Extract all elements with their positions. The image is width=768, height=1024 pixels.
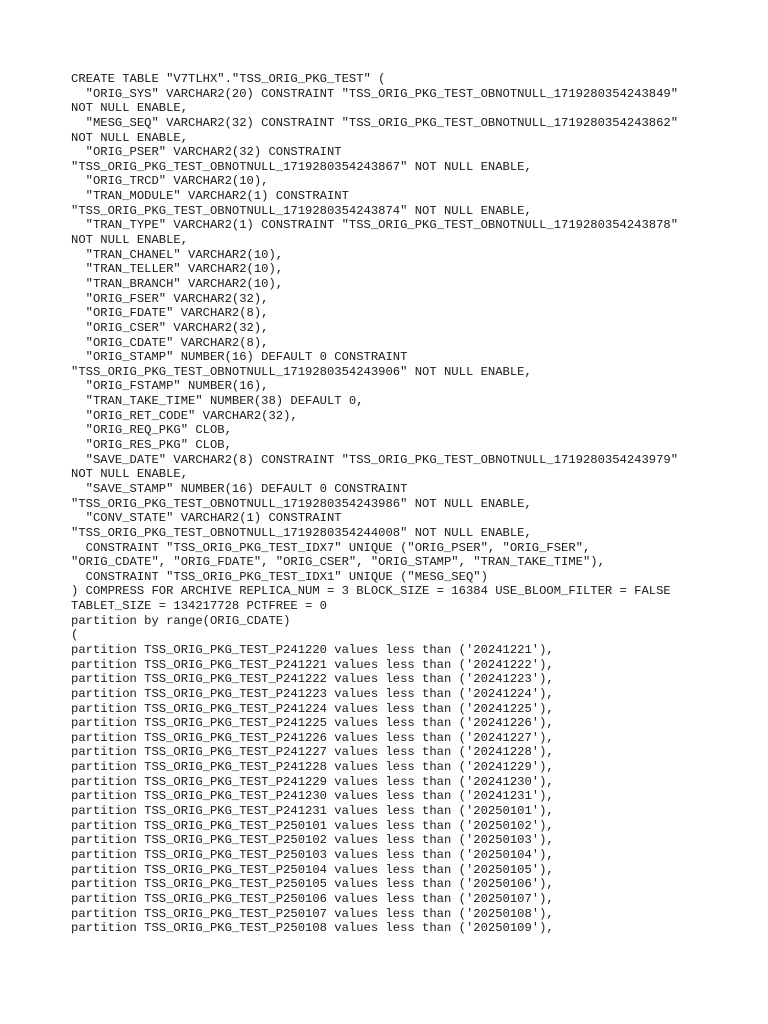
code-line: "ORIG_CDATE" VARCHAR2(8), bbox=[71, 335, 269, 350]
code-line: NOT NULL ENABLE, bbox=[71, 101, 189, 116]
code-line: partition TSS_ORIG_PKG_TEST_P250108 values less than ('20250109'), bbox=[71, 921, 554, 936]
code-line: "ORIG_REQ_PKG" CLOB, bbox=[71, 423, 232, 438]
code-line: partition TSS_ORIG_PKG_TEST_P250101 values less than ('20250102'), bbox=[71, 818, 554, 833]
code-line: partition TSS_ORIG_PKG_TEST_P241221 values less than ('20241222'), bbox=[71, 657, 554, 672]
code-line: partition TSS_ORIG_PKG_TEST_P250107 values less than ('20250108'), bbox=[71, 906, 554, 921]
code-line: partition TSS_ORIG_PKG_TEST_P241228 values less than ('20241229'), bbox=[71, 760, 554, 775]
code-line: "TSS_ORIG_PKG_TEST_OBNOTNULL_1719280354243986" NOT NULL ENABLE, bbox=[71, 496, 532, 511]
code-line: "TSS_ORIG_PKG_TEST_OBNOTNULL_1719280354243906" NOT NULL ENABLE, bbox=[71, 364, 532, 379]
code-line: partition TSS_ORIG_PKG_TEST_P241231 values less than ('20250101'), bbox=[71, 804, 554, 819]
code-line: partition TSS_ORIG_PKG_TEST_P241223 values less than ('20241224'), bbox=[71, 686, 554, 701]
code-line: NOT NULL ENABLE, bbox=[71, 233, 189, 248]
code-line: "ORIG_FDATE" VARCHAR2(8), bbox=[71, 306, 269, 321]
code-line: partition TSS_ORIG_PKG_TEST_P241230 values less than ('20241231'), bbox=[71, 789, 554, 804]
code-line: "SAVE_DATE" VARCHAR2(8) CONSTRAINT "TSS_ORIG_PKG_TEST_OBNOTNULL_1719280354243979" bbox=[71, 452, 679, 467]
code-line: "ORIG_CDATE", "ORIG_FDATE", "ORIG_CSER", "ORIG_STAMP", "TRAN_TAKE_TIME"), bbox=[71, 555, 605, 570]
code-line: "ORIG_CSER" VARCHAR2(32), bbox=[71, 320, 269, 335]
code-line: "CONV_STATE" VARCHAR2(1) CONSTRAINT bbox=[71, 511, 342, 526]
code-line: "TRAN_BRANCH" VARCHAR2(10), bbox=[71, 276, 284, 291]
code-line: partition TSS_ORIG_PKG_TEST_P250106 values less than ('20250107'), bbox=[71, 891, 554, 906]
code-line: "ORIG_RET_CODE" VARCHAR2(32), bbox=[71, 408, 298, 423]
code-line: ( bbox=[71, 628, 79, 643]
code-line: partition TSS_ORIG_PKG_TEST_P241224 values less than ('20241225'), bbox=[71, 701, 554, 716]
code-line: NOT NULL ENABLE, bbox=[71, 467, 189, 482]
code-line: "ORIG_PSER" VARCHAR2(32) CONSTRAINT bbox=[71, 145, 342, 160]
code-line: "TSS_ORIG_PKG_TEST_OBNOTNULL_1719280354244008" NOT NULL ENABLE, bbox=[71, 525, 532, 540]
code-line: partition TSS_ORIG_PKG_TEST_P250105 values less than ('20250106'), bbox=[71, 877, 554, 892]
code-line: ) COMPRESS FOR ARCHIVE REPLICA_NUM = 3 BLOCK_SIZE = 16384 USE_BLOOM_FILTER = FALSE bbox=[71, 584, 671, 599]
code-line: "ORIG_SYS" VARCHAR2(20) CONSTRAINT "TSS_ORIG_PKG_TEST_OBNOTNULL_1719280354243849" bbox=[71, 86, 679, 101]
code-line: "MESG_SEQ" VARCHAR2(32) CONSTRAINT "TSS_ORIG_PKG_TEST_OBNOTNULL_1719280354243862" bbox=[71, 115, 679, 130]
code-line: NOT NULL ENABLE, bbox=[71, 130, 189, 145]
sql-ddl-document bbox=[71, 72, 751, 936]
code-line: CREATE TABLE "V7TLHX"."TSS_ORIG_PKG_TEST" ( bbox=[71, 72, 386, 86]
code-line: "TRAN_TELLER" VARCHAR2(10), bbox=[71, 262, 284, 277]
code-line: "ORIG_STAMP" NUMBER(16) DEFAULT 0 CONSTRAINT bbox=[71, 350, 408, 365]
code-line: CONSTRAINT "TSS_ORIG_PKG_TEST_IDX1" UNIQUE ("MESG_SEQ") bbox=[71, 569, 488, 584]
code-line: "TRAN_CHANEL" VARCHAR2(10), bbox=[71, 247, 284, 262]
code-line: partition TSS_ORIG_PKG_TEST_P250103 values less than ('20250104'), bbox=[71, 847, 554, 862]
code-line: partition by range(ORIG_CDATE) bbox=[71, 613, 291, 628]
code-line: partition TSS_ORIG_PKG_TEST_P241229 values less than ('20241230'), bbox=[71, 774, 554, 789]
code-line: "TRAN_TYPE" VARCHAR2(1) CONSTRAINT "TSS_ORIG_PKG_TEST_OBNOTNULL_1719280354243878" bbox=[71, 218, 679, 233]
code-line: partition TSS_ORIG_PKG_TEST_P241222 values less than ('20241223'), bbox=[71, 672, 554, 687]
code-line: "ORIG_RES_PKG" CLOB, bbox=[71, 438, 232, 453]
code-line: partition TSS_ORIG_PKG_TEST_P241220 values less than ('20241221'), bbox=[71, 642, 554, 657]
code-line: partition TSS_ORIG_PKG_TEST_P250104 values less than ('20250105'), bbox=[71, 862, 554, 877]
code-line: partition TSS_ORIG_PKG_TEST_P241226 values less than ('20241227'), bbox=[71, 730, 554, 745]
code-line: "TRAN_MODULE" VARCHAR2(1) CONSTRAINT bbox=[71, 189, 349, 204]
code-line: "ORIG_FSTAMP" NUMBER(16), bbox=[71, 379, 269, 394]
code-line: CONSTRAINT "TSS_ORIG_PKG_TEST_IDX7" UNIQUE ("ORIG_PSER", "ORIG_FSER", bbox=[71, 540, 591, 555]
code-line: partition TSS_ORIG_PKG_TEST_P241227 values less than ('20241228'), bbox=[71, 745, 554, 760]
code-line: partition TSS_ORIG_PKG_TEST_P241225 values less than ('20241226'), bbox=[71, 716, 554, 731]
code-line: "ORIG_TRCD" VARCHAR2(10), bbox=[71, 174, 269, 189]
code-line: "SAVE_STAMP" NUMBER(16) DEFAULT 0 CONSTRAINT bbox=[71, 481, 408, 496]
code-line: "TSS_ORIG_PKG_TEST_OBNOTNULL_1719280354243867" NOT NULL ENABLE, bbox=[71, 159, 532, 174]
code-line: "TSS_ORIG_PKG_TEST_OBNOTNULL_1719280354243874" NOT NULL ENABLE, bbox=[71, 203, 532, 218]
code-line: partition TSS_ORIG_PKG_TEST_P250102 values less than ('20250103'), bbox=[71, 833, 554, 848]
code-line: "TRAN_TAKE_TIME" NUMBER(38) DEFAULT 0, bbox=[71, 394, 364, 409]
code-line: "ORIG_FSER" VARCHAR2(32), bbox=[71, 291, 269, 306]
code-line: TABLET_SIZE = 134217728 PCTFREE = 0 bbox=[71, 599, 327, 614]
